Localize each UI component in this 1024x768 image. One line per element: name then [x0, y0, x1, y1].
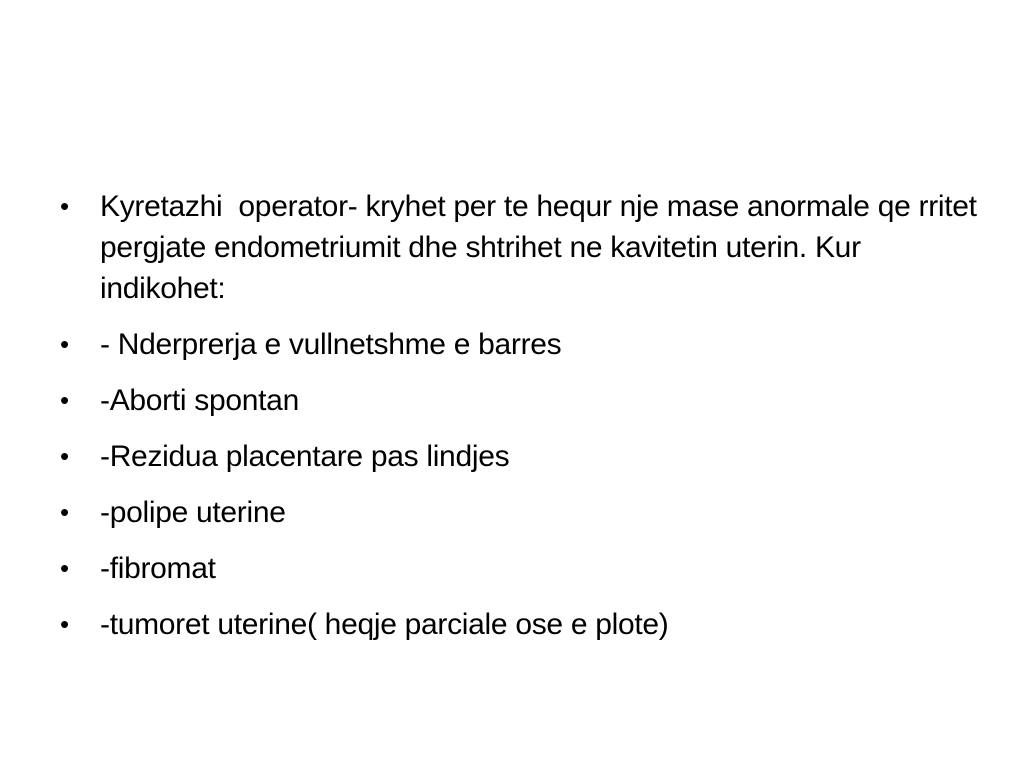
list-item-text: -Rezidua placentare pas lindjes [100, 440, 510, 473]
list-item [57, 604, 977, 645]
bullet-list [57, 186, 985, 660]
list-item [57, 380, 977, 421]
bullet-icon: • [60, 497, 69, 527]
bullet-icon: • [60, 441, 69, 471]
list-item-text: - Nderprerja e vullnetshme e barres [100, 328, 562, 361]
bullet-icon: • [60, 329, 69, 359]
bullet-icon: • [60, 191, 69, 221]
bullet-icon: • [60, 553, 69, 583]
list-item-text: -tumoret uterine( heqje parciale ose e plote) [100, 608, 669, 641]
list-item-text: -fibromat [100, 552, 216, 585]
list-item-text: -Aborti spontan [100, 384, 299, 417]
list-item [57, 186, 985, 309]
list-item [57, 548, 977, 589]
bullet-icon: • [60, 385, 69, 415]
list-item [57, 324, 977, 365]
list-item-text: Kyretazhi operator- kryhet per te hequr nje mase anormale qe rritet pergjate endometriumit dhe shtrihet ne kavitetin uterin. Kur indikohet: [100, 190, 985, 305]
list-item-text: -polipe uterine [100, 496, 286, 529]
list-item [57, 492, 977, 533]
list-item [57, 436, 977, 477]
bullet-icon: • [60, 609, 69, 639]
